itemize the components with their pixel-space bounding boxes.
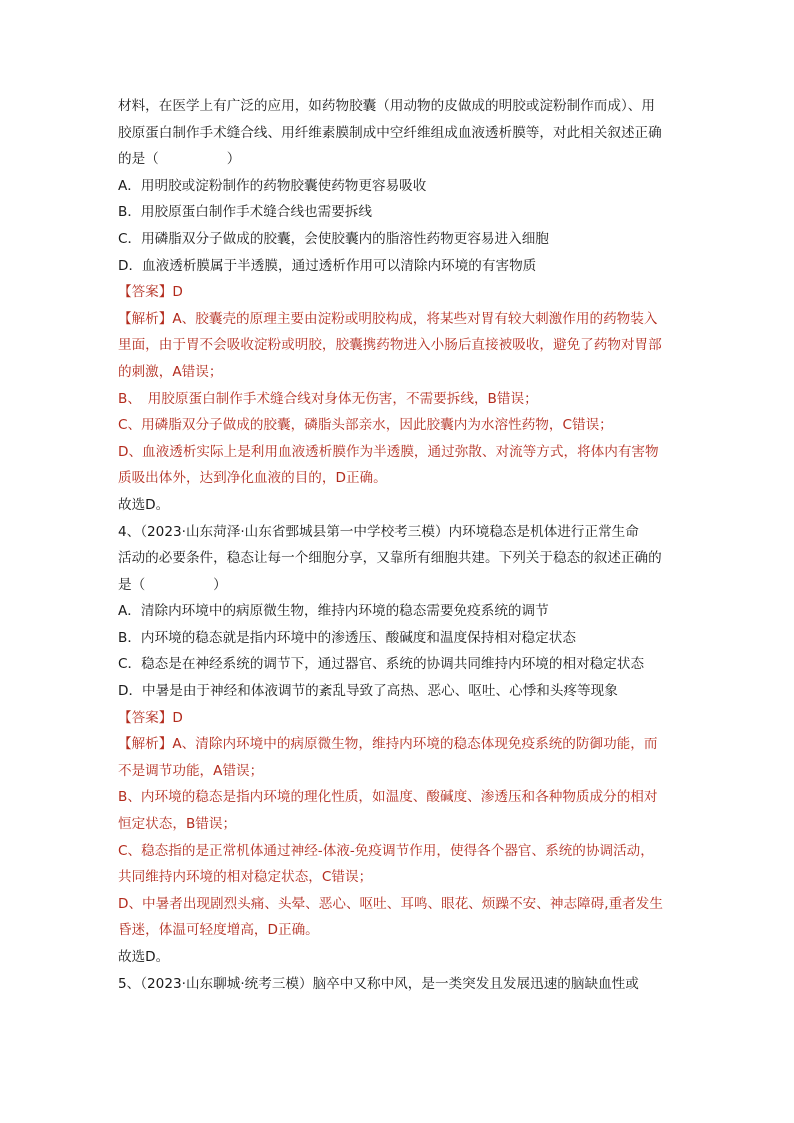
analysis-line: 质吸出体外，达到净化血液的目的，D正确。: [118, 470, 387, 487]
analysis-line: 不是调节功能，A错误；: [118, 762, 264, 779]
question-4-conclusion: 故选D。: [118, 949, 170, 965]
option-b: B．内环境的稳态就是指内环境中的渗透压、酸碱度和温度保持相对稳定状态: [118, 629, 576, 646]
stem-line: 胶原蛋白制作手术缝合线、用纤维素膜制成中空纤维组成血液透析膜等，对此相关叙述正确: [118, 124, 662, 141]
question-4-stem: [118, 519, 678, 599]
option-a: A．用明胶或淀粉制作的药物胶囊使药物更容易吸收: [118, 177, 427, 194]
analysis-line: C、用磷脂双分子做成的胶囊，磷脂头部亲水，因此胶囊内为水溶性药物，C错误；: [118, 417, 613, 434]
stem-line: 活动的必要条件，稳态让每一个细胞分享，又靠所有细胞共建。下列关于稳态的叙述正确的: [118, 550, 662, 567]
stem-line: 5、（2023·山东聊城·统考三模）脑卒中又称中风，是一类突发且发展迅速的脑缺血性或: [118, 975, 639, 992]
analysis-line: 昏迷，体温可轻度增高，D正确。: [118, 922, 319, 939]
question-4-options: [118, 598, 678, 704]
analysis-line: C、稳态指的是正常机体通过神经-体液-免疫调节作用，使得各个器官、系统的协调活动，: [118, 842, 654, 859]
analysis-line: 【解析】A、胶囊壳的原理主要由淀粉或明胶构成，将某些对胃有较大刺激作用的药物装入: [118, 310, 658, 327]
analysis-line: 恒定状态，B错误；: [118, 816, 237, 833]
stem-line: 材料，在医学上有广泛的应用，如药物胶囊（用动物的皮做成的明胶或淀粉制作而成）、用: [118, 98, 655, 114]
analysis-line: 共同维持内环境的相对稳定状态，C错误；: [118, 869, 373, 886]
option-b: B．用胶原蛋白制作手术缝合线也需要拆线: [118, 204, 373, 221]
analysis-line: D、中暑者出现剧烈头痛、头晕、恶心、呕吐、耳鸣、眼花、烦躁不安、神志障碍,重者发生: [118, 895, 663, 912]
analysis-line: B、内环境的稳态是指内环境的理化性质，如温度、酸碱度、渗透压和各种物质成分的相对: [118, 789, 658, 806]
question-3-answer: 【答案】D: [118, 284, 183, 301]
option-c: C．稳态是在神经系统的调节下，通过器官、系统的协调共同维持内环境的相对稳定状态: [118, 656, 645, 673]
question-4-answer: 【答案】D: [118, 709, 183, 726]
stem-line: 是（ ）: [118, 576, 227, 593]
question-3-analysis: [118, 306, 678, 492]
question-3-stem: [118, 93, 678, 173]
analysis-line: B、 用胶原蛋白制作手术缝合线对身体无伤害，不需要拆线，B错误；: [118, 390, 538, 407]
stem-line: 的是（ ）: [118, 151, 241, 168]
question-5-stem: [118, 971, 678, 998]
analysis-line: 里面，由于胃不会吸收淀粉或明胶，胶囊携药物进入小肠后直接被吸收，避免了药物对胃部: [118, 337, 662, 354]
option-d: D．中暑是由于神经和体液调节的紊乱导致了高热、恶心、呕吐、心悸和头疼等现象: [118, 683, 618, 700]
analysis-line: D、血液透析实际上是利用血液透析膜作为半透膜，通过弥散、对流等方式，将体内有害物: [118, 443, 659, 460]
page-content: [118, 93, 678, 997]
stem-line: 4、（2023·山东菏泽·山东省鄄城县第一中学校考三模）内环境稳态是机体进行正常生命: [118, 523, 639, 540]
question-4-analysis: [118, 731, 678, 944]
question-3-options: [118, 173, 678, 279]
option-d: D．血液透析膜属于半透膜，通过透析作用可以清除内环境的有害物质: [118, 257, 537, 274]
question-3-conclusion: 故选D。: [118, 496, 170, 513]
analysis-line: 【解析】A、清除内环境中的病原微生物，维持内环境的稳态体现免疫系统的防御功能，而: [118, 736, 658, 753]
option-a: A．清除内环境中的病原微生物，维持内环境的稳态需要免疫系统的调节: [118, 603, 549, 620]
option-c: C．用磷脂双分子做成的胶囊，会使胶囊内的脂溶性药物更容易进入细胞: [118, 230, 549, 247]
analysis-line: 的刺激，A错误；: [118, 363, 223, 380]
